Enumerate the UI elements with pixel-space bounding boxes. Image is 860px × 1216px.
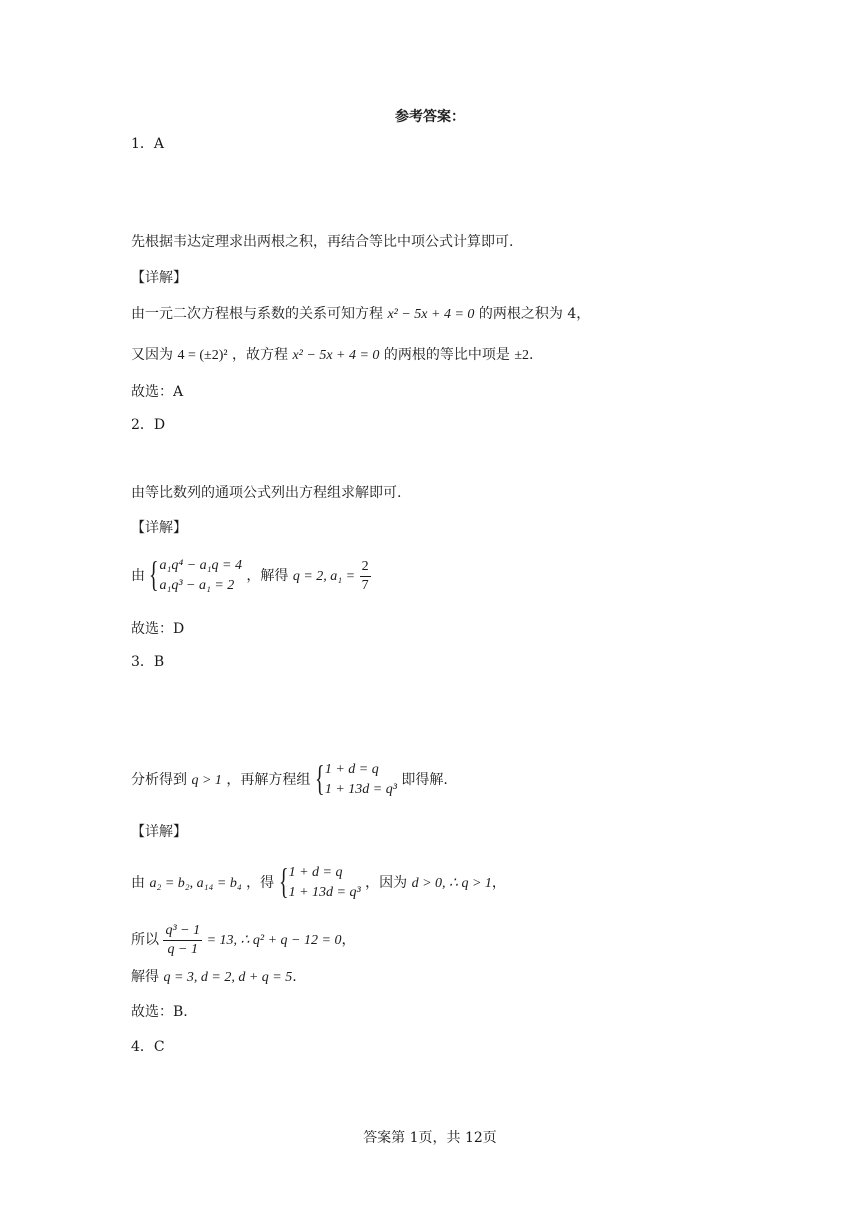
q1-line2-mid: ，故方程 bbox=[232, 347, 289, 363]
q2-mid: ，解得 bbox=[246, 568, 289, 584]
q3-analysis-row-2: 1 + 13d = q³ bbox=[324, 782, 397, 797]
q1-detail-line1 bbox=[131, 304, 590, 325]
q3-detail-line1 bbox=[131, 863, 506, 904]
q3-l3-pre: 解得 bbox=[131, 969, 159, 985]
q3-conclusion: 故选：B. bbox=[131, 1004, 188, 1020]
q2-detail-line bbox=[131, 556, 371, 597]
q2-fraction-denominator: 7 bbox=[361, 577, 369, 593]
q2-system-row-1: a₁q⁴ − a₁q = 4 bbox=[159, 558, 242, 573]
q3-l1-eq: a₂ = b₂, a₁₄ = b₄ bbox=[149, 876, 242, 891]
q3-l3-eq: q = 3, d = 2, d + q = 5 bbox=[163, 970, 293, 985]
q2-analysis: 由等比数列的通项公式列出方程组求解即可. bbox=[131, 485, 402, 501]
q1-equation-4: ±2 bbox=[514, 348, 530, 363]
q3-detail-system: { 1 + d = q 1 + 13d = q³ bbox=[278, 861, 361, 901]
page-title: 参考答案： bbox=[395, 109, 465, 125]
q3-l1-end: ， bbox=[491, 875, 506, 891]
q3-l2-end: ， bbox=[341, 932, 356, 948]
q1-line2-end: . bbox=[529, 347, 534, 363]
q1-answer: 1．A bbox=[131, 136, 165, 152]
q1-equation-3: x² − 5x + 4 = 0 bbox=[292, 348, 380, 363]
q2-system-row-2: a₁q³ − a₁ = 2 bbox=[159, 578, 235, 593]
q3-l3-end: . bbox=[292, 969, 297, 985]
q3-detail-tag: 【详解】 bbox=[131, 824, 187, 840]
q3-l1-pre: 由 bbox=[131, 875, 145, 891]
q2-detail-tag: 【详解】 bbox=[131, 520, 187, 536]
q3-l1-mid2: ，因为 bbox=[365, 875, 408, 891]
q1-equation-2: 4 = (±2)² bbox=[177, 348, 228, 363]
q2-result: q = 2, a₁ = bbox=[292, 569, 356, 584]
q1-analysis: 先根据韦达定理求出两根之积，再结合等比中项公式计算即可. bbox=[131, 234, 514, 250]
q3-fraction bbox=[163, 922, 202, 959]
q3-fraction-numerator: q³ − 1 bbox=[163, 922, 202, 941]
q3-l2-eq: = 13, ∴ q² + q − 12 = 0 bbox=[206, 933, 342, 948]
q1-equation: x² − 5x + 4 = 0 bbox=[387, 307, 475, 322]
q1-line2-pre: 又因为 bbox=[131, 347, 173, 363]
q3-analysis-row-1: 1 + d = q bbox=[324, 762, 379, 777]
q3-l1-eq2: d > 0, ∴ q > 1 bbox=[411, 876, 492, 891]
q3-analysis-system: { 1 + d = q 1 + 13d = q³ bbox=[314, 758, 397, 798]
q2-fraction bbox=[360, 558, 371, 595]
q1-line2-post: 的两根的等比中项是 bbox=[383, 347, 510, 363]
q3-detail-row-2: 1 + 13d = q³ bbox=[288, 885, 361, 900]
q3-analysis-mid: ，再解方程组 bbox=[226, 772, 311, 788]
q3-detail-line3 bbox=[131, 967, 297, 988]
q3-analysis-eq: q > 1 bbox=[191, 773, 222, 788]
q2-equation-system: { a₁q⁴ − a₁q = 4 a₁q³ − a₁ = 2 bbox=[149, 554, 242, 594]
q2-pre: 由 bbox=[131, 568, 145, 584]
q1-line1-post: 的两根之积为 4， bbox=[478, 306, 591, 322]
q4-answer: 4．C bbox=[131, 1039, 165, 1055]
q2-conclusion: 故选：D bbox=[131, 621, 185, 637]
q1-detail-line2 bbox=[131, 345, 533, 366]
q3-detail-row-1: 1 + d = q bbox=[288, 865, 343, 880]
q1-line1-pre: 由一元二次方程根与系数的关系可知方程 bbox=[131, 306, 383, 322]
q2-fraction-numerator: 2 bbox=[360, 558, 371, 577]
page-footer: 答案第 1页，共 12页 bbox=[363, 1130, 497, 1146]
q3-l2-pre: 所以 bbox=[131, 932, 159, 948]
q2-answer: 2．D bbox=[131, 417, 166, 433]
q3-answer: 3．B bbox=[131, 654, 165, 670]
q3-detail-line2 bbox=[131, 920, 355, 961]
q3-fraction-denominator: q − 1 bbox=[167, 941, 198, 957]
q3-analysis bbox=[131, 760, 448, 801]
q1-detail-tag: 【详解】 bbox=[131, 270, 187, 286]
q3-analysis-pre: 分析得到 bbox=[131, 772, 187, 788]
q3-analysis-post: 即得解. bbox=[401, 772, 448, 788]
q1-conclusion: 故选：A bbox=[131, 384, 184, 400]
q3-l1-mid: ，得 bbox=[246, 875, 275, 891]
